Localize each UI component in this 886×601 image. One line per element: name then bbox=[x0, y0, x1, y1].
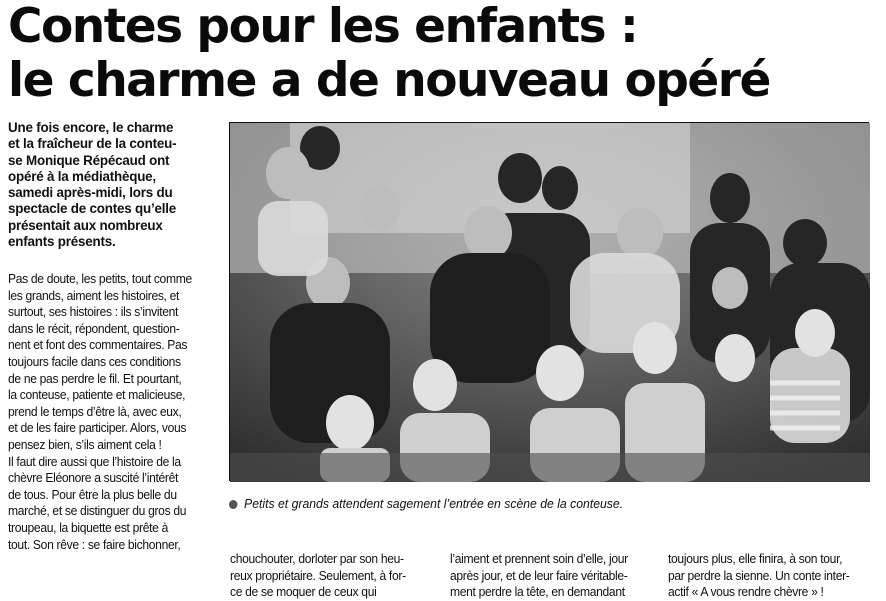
body-line: prend le temps d’être là, avec eux, bbox=[8, 403, 182, 419]
body-line: chèvre Eléonore a suscité l’intérêt bbox=[8, 470, 179, 486]
body-line: pensez bien, s’ils aiment cela ! bbox=[8, 436, 162, 452]
body-line: Pas de doute, les petits, tout comme bbox=[8, 271, 192, 286]
lead-line: et la fraîcheur de la conteu- bbox=[8, 136, 177, 152]
body-line: l’aiment et prennent soin d’elle, jour bbox=[450, 551, 628, 566]
body-column-3 bbox=[450, 551, 645, 601]
body-line: ce de se moquer de ceux qui bbox=[230, 584, 377, 600]
body-line: la conteuse, patiente et malicieuse, bbox=[8, 387, 186, 403]
group-photo bbox=[229, 122, 869, 481]
body-line: nent et font des commentaires. Pas bbox=[8, 337, 188, 353]
bullet-icon bbox=[229, 500, 237, 509]
body-line: reux propriétaire. Seulement, à for- bbox=[230, 567, 406, 583]
body-line: toujours facile dans ces conditions bbox=[8, 353, 181, 369]
lead-line: opéré à la médiathèque, bbox=[8, 168, 156, 184]
body-column-2 bbox=[230, 551, 425, 601]
body-line: et de les faire participer. Alors, vous bbox=[8, 420, 187, 436]
body-line: chouchouter, dorloter par son heu- bbox=[230, 551, 404, 566]
body-line: dans le récit, répondent, question- bbox=[8, 320, 180, 336]
body-line: toujours plus, elle finira, à son tour, bbox=[668, 551, 843, 566]
body-line: ment perdre la tête, en demandant bbox=[450, 584, 625, 600]
body-line: Il faut dire aussi que l’histoire de la bbox=[8, 453, 181, 469]
body-line: de tous. Pour être la plus belle du bbox=[8, 486, 177, 502]
headline-line-2: le charme a de nouveau opéré bbox=[8, 53, 770, 108]
body-line: après jour, et de leur faire véritable- bbox=[450, 567, 628, 583]
lead-line: Une fois encore, le charme bbox=[8, 120, 174, 135]
lead-line: se Monique Répécaud ont bbox=[8, 152, 170, 168]
lead-line: spectacle de contes qu’elle bbox=[8, 201, 177, 217]
photo-caption bbox=[229, 496, 840, 512]
headline bbox=[8, 0, 878, 108]
body-line: par perdre la sienne. Un conte inter- bbox=[668, 567, 850, 583]
lead-paragraph bbox=[8, 120, 226, 250]
body-column-1 bbox=[8, 271, 218, 553]
body-line: actif « A vous rendre chèvre » ! bbox=[668, 584, 824, 600]
body-line: troupeau, la biquette est prête à bbox=[8, 519, 168, 535]
body-line: marché, et se distinguer du gros du bbox=[8, 503, 187, 519]
lead-line: enfants présents. bbox=[8, 234, 116, 250]
group-photo-icon bbox=[230, 123, 870, 482]
caption-text: Petits et grands attendent sagement l’entrée en scène de la conteuse. bbox=[244, 496, 624, 511]
body-column-4 bbox=[668, 551, 863, 601]
lead-line: présentait aux nombreux bbox=[8, 217, 163, 233]
headline-line-1: Contes pour les enfants : bbox=[8, 0, 638, 54]
body-line: de ne pas perdre le fil. Et pourtant, bbox=[8, 370, 182, 386]
lead-line: samedi après-midi, lors du bbox=[8, 185, 173, 201]
body-line: surtout, ses histoires : ils s’invitent bbox=[8, 304, 179, 320]
body-line: les grands, aiment les histoires, et bbox=[8, 287, 180, 303]
body-line: tout. Son rêve : se faire bichonner, bbox=[8, 536, 181, 552]
